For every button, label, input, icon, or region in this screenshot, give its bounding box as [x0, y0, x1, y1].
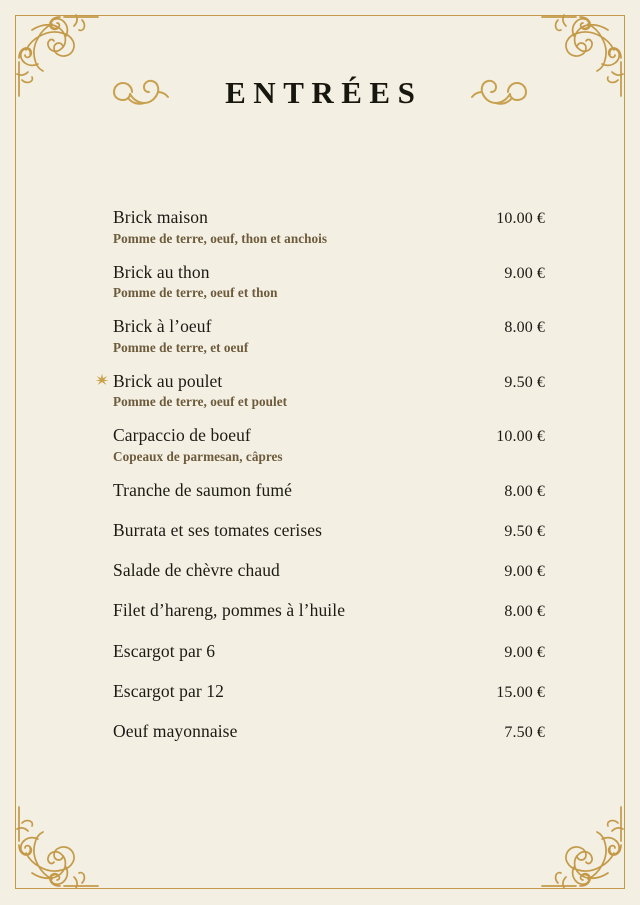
- menu-item-price: 8.00 €: [504, 319, 545, 337]
- menu-item-price: 7.50 €: [504, 723, 545, 741]
- menu-header: [0, 72, 640, 112]
- menu-item-price: 9.00 €: [504, 264, 545, 282]
- menu-item: [96, 369, 545, 412]
- menu-item-row: [96, 719, 545, 745]
- menu-item-name: Oeuf mayonnaise: [113, 720, 238, 741]
- menu-item-row: [96, 423, 545, 449]
- menu-item-price: 9.00 €: [504, 643, 545, 661]
- menu-item-price: 9.00 €: [504, 563, 545, 581]
- menu-item-list: [96, 205, 545, 759]
- menu-item-price: 10.00 €: [496, 210, 545, 227]
- menu-item-name: Escargot par 6: [113, 640, 216, 661]
- menu-item-name: Filet d’hareng, pommes à l’huile: [113, 600, 346, 621]
- menu-item-price: 8.00 €: [504, 603, 545, 621]
- menu-item-description: Pomme de terre, et oeuf: [113, 339, 249, 355]
- menu-item-row: [96, 205, 545, 231]
- menu-item: [96, 639, 545, 665]
- menu-item-name: Burrata et ses tomates cerises: [113, 519, 323, 540]
- flourish-ornament-icon-right: [462, 72, 528, 112]
- menu-item-description: Pomme de terre, oeuf et poulet: [113, 394, 288, 410]
- menu-item-name: Carpaccio de boeuf: [113, 425, 251, 446]
- menu-item: [96, 314, 545, 357]
- menu-item-name: Brick à l’oeuf: [113, 316, 212, 337]
- menu-item-row: [96, 679, 545, 705]
- menu-item-row: [96, 314, 545, 340]
- menu-item-row: [96, 260, 545, 286]
- menu-item: [96, 518, 545, 544]
- menu-item-row: [96, 369, 545, 395]
- menu-item-description: Pomme de terre, oeuf, thon et anchois: [113, 230, 328, 246]
- page-title: ENTRÉES: [225, 74, 423, 110]
- menu-item: [96, 598, 545, 624]
- corner-filigree-icon-bottom-left: [8, 801, 104, 897]
- menu-item: [96, 205, 545, 248]
- menu-item-row: [96, 639, 545, 665]
- menu-item: [96, 478, 545, 504]
- menu-item-price: 9.50 €: [504, 373, 545, 391]
- menu-item-price: 10.00 €: [496, 428, 545, 446]
- menu-item-row: [96, 598, 545, 624]
- menu-item-name: Brick maison: [113, 207, 209, 227]
- menu-item: [96, 423, 545, 466]
- menu-item-price: 15.00 €: [496, 683, 545, 701]
- corner-filigree-icon-bottom-right: [536, 801, 632, 897]
- menu-item-name: Escargot par 12: [113, 680, 225, 701]
- menu-item-row: [96, 478, 545, 504]
- menu-item-name: Salade de chèvre chaud: [113, 560, 280, 581]
- menu-item: [96, 260, 545, 303]
- menu-item-row: [96, 558, 545, 584]
- menu-item-price: 9.50 €: [504, 522, 545, 540]
- menu-item-name: Tranche de saumon fumé: [113, 479, 292, 500]
- flourish-ornament-icon-left: [112, 72, 178, 112]
- menu-item-description: Pomme de terre, oeuf et thon: [113, 285, 278, 301]
- menu-item-description: Copeaux de parmesan, câpres: [113, 448, 283, 464]
- star-icon: [95, 373, 109, 387]
- menu-item-price: 8.00 €: [504, 482, 545, 500]
- menu-item-name: Brick au thon: [113, 261, 210, 282]
- menu-item: [96, 558, 545, 584]
- menu-item: [96, 679, 545, 705]
- menu-item-row: [96, 518, 545, 544]
- menu-item-name: Brick au poulet: [113, 370, 223, 391]
- menu-item: [96, 719, 545, 745]
